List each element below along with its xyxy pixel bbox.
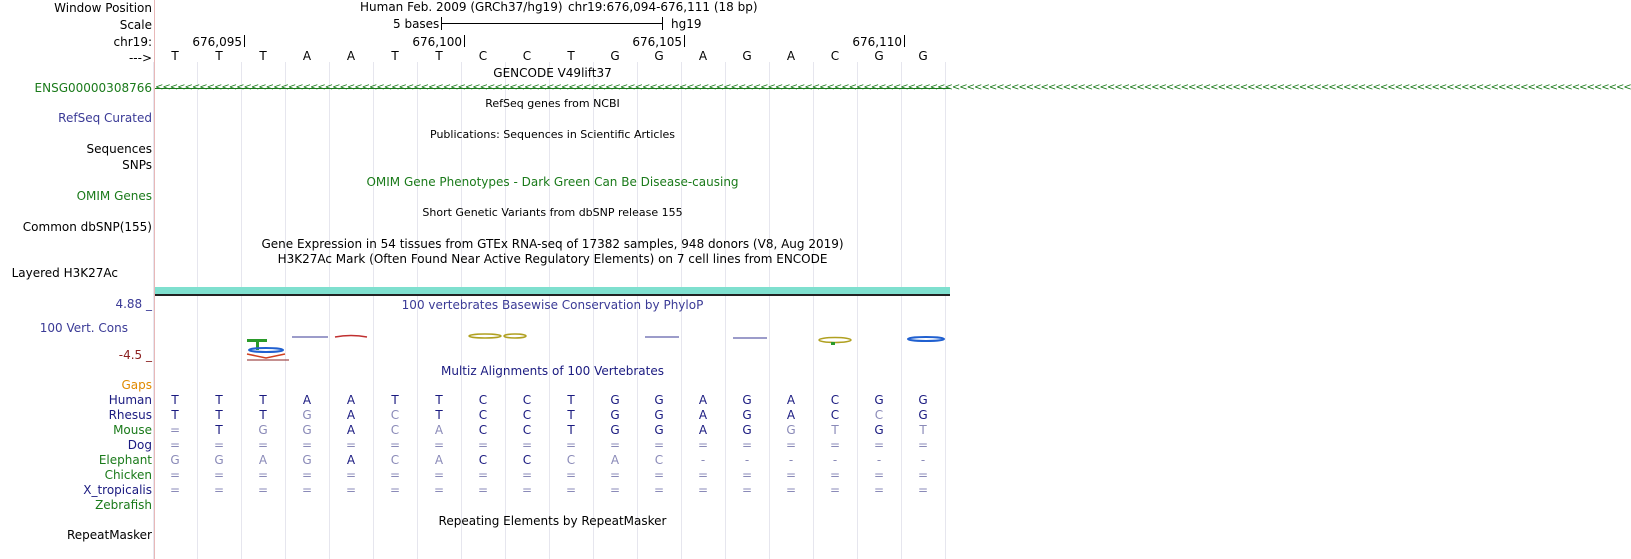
ruler-tick-label: 676,100 xyxy=(412,35,462,49)
alignment-base: = xyxy=(169,438,181,452)
scale-text: 5 bases xyxy=(393,17,440,31)
alignment-base: = xyxy=(741,468,753,482)
alignment-base: A xyxy=(434,453,444,467)
alignment-base: = xyxy=(917,438,929,452)
alignment-base: = xyxy=(565,468,577,482)
alignment-base: - xyxy=(876,453,882,467)
alignment-base: G xyxy=(170,453,180,467)
alignment-base: T xyxy=(567,393,575,407)
gencode-gene-feature[interactable] xyxy=(155,81,1631,95)
alignment-base: A xyxy=(698,423,708,437)
alignment-base: = xyxy=(345,468,357,482)
species-label: Rhesus xyxy=(108,408,152,422)
gencode-track-title: GENCODE V49lift37 xyxy=(493,66,612,80)
alignment-base: - xyxy=(744,453,750,467)
alignment-base: G xyxy=(786,423,796,437)
alignment-base: A xyxy=(698,408,708,422)
alignment-base: G xyxy=(610,408,620,422)
alignment-base: = xyxy=(433,468,445,482)
strand-chevrons: <<<<<<<<<<<<<<<<<<<<<<<<<<<<<<<<<<<<<<<<<<<<<<<<<<<<<<<<<<<<<<<<<<<<<<<<<<<<<<<<<<<<<<<<<<<<<<<<<<<<<<<<<<<<<<<<<<<<<<<<<<<<<<<<<<<<<<<<<<<<<<<<<<<<<<<<<<<<<<<<<<<<<<<<<<<<<<<<<<<<<<<<<<<<<<<<<<<<<<<< xyxy=(155,82,1631,93)
dbsnp-track-label[interactable]: Common dbSNP(155) xyxy=(22,220,152,234)
alignment-base: = xyxy=(521,483,533,497)
phylop-bar xyxy=(247,354,285,358)
alignment-base: T xyxy=(567,423,575,437)
alignment-base: = xyxy=(829,483,841,497)
alignment-base: = xyxy=(521,468,533,482)
alignment-base: - xyxy=(920,453,926,467)
alignment-base: A xyxy=(346,453,356,467)
reference-base: T xyxy=(435,49,443,63)
alignment-base: = xyxy=(301,438,313,452)
track-image-area[interactable] xyxy=(155,0,1631,559)
alignment-base: A xyxy=(258,453,268,467)
alignment-base: = xyxy=(257,438,269,452)
alignment-base: G xyxy=(742,408,752,422)
alignment-base: G xyxy=(742,423,752,437)
alignment-base: = xyxy=(741,483,753,497)
alignment-base: - xyxy=(832,453,838,467)
multiz-track-title: Multiz Alignments of 100 Vertebrates xyxy=(440,364,665,378)
reference-base: T xyxy=(567,49,575,63)
ruler-tick xyxy=(244,35,245,47)
cons-min-label: -4.5 _ xyxy=(118,348,152,362)
h3k27ac-signal xyxy=(155,287,950,294)
reference-base: G xyxy=(742,49,752,63)
alignment-base: = xyxy=(433,483,445,497)
assembly-title: Human Feb. 2009 (GRCh37/hg19) xyxy=(360,0,563,14)
alignment-base: C xyxy=(522,393,532,407)
species-label: Dog xyxy=(127,438,152,452)
alignment-base: A xyxy=(346,423,356,437)
h3k27ac-track-title: H3K27Ac Mark (Often Found Near Active Regulatory Elements) on 7 cell lines from ENCODE xyxy=(277,252,828,266)
alignment-base: A xyxy=(302,393,312,407)
alignment-base: = xyxy=(917,483,929,497)
gtex-track-title: Gene Expression in 54 tissues from GTEx RNA-seq of 17382 samples, 948 donors (V8, Aug 2019) xyxy=(261,237,844,251)
alignment-base: = xyxy=(697,468,709,482)
alignment-base: A xyxy=(346,393,356,407)
alignment-base: = xyxy=(785,438,797,452)
alignment-base: = xyxy=(213,438,225,452)
ruler-tick xyxy=(684,35,685,47)
phylop-bar xyxy=(469,334,501,338)
alignment-base: = xyxy=(697,483,709,497)
reference-base: T xyxy=(391,49,399,63)
alignment-base: T xyxy=(435,393,443,407)
scale-bar xyxy=(441,17,663,30)
chrom-label: chr19: xyxy=(113,35,152,49)
alignment-base: = xyxy=(609,468,621,482)
alignment-base: G xyxy=(302,453,312,467)
refseq-track-title: RefSeq genes from NCBI xyxy=(485,97,620,110)
alignment-base: = xyxy=(873,438,885,452)
alignment-base: C xyxy=(478,423,488,437)
alignment-base: = xyxy=(169,483,181,497)
alignment-base: = xyxy=(653,468,665,482)
species-label: Chicken xyxy=(104,468,152,482)
alignment-base: = xyxy=(609,483,621,497)
alignment-base: = xyxy=(389,468,401,482)
alignment-base: = xyxy=(213,483,225,497)
ruler-tick xyxy=(904,35,905,47)
alignment-base: G xyxy=(302,423,312,437)
alignment-base: = xyxy=(301,483,313,497)
alignment-base: G xyxy=(654,423,664,437)
reference-base: G xyxy=(654,49,664,63)
alignment-base: = xyxy=(565,483,577,497)
alignment-base: A xyxy=(346,408,356,422)
alignment-base: - xyxy=(788,453,794,467)
phylop-bar xyxy=(247,339,267,342)
alignment-base: C xyxy=(478,408,488,422)
alignment-base: = xyxy=(477,438,489,452)
alignment-base: - xyxy=(700,453,706,467)
alignment-base: A xyxy=(434,423,444,437)
reference-base: A xyxy=(698,49,708,63)
reference-base: A xyxy=(346,49,356,63)
ruler-tick-label: 676,105 xyxy=(632,35,682,49)
window-position-label: Window Position xyxy=(54,1,152,15)
alignment-base: T xyxy=(215,423,223,437)
alignment-base: = xyxy=(521,438,533,452)
alignment-base: = xyxy=(785,483,797,497)
alignment-base: = xyxy=(873,468,885,482)
alignment-base: G xyxy=(610,423,620,437)
grid-line xyxy=(153,62,154,559)
phylop-bar xyxy=(249,348,283,352)
alignment-base: G xyxy=(610,393,620,407)
alignment-base: = xyxy=(653,438,665,452)
alignment-base: G xyxy=(654,393,664,407)
track-label-column xyxy=(0,0,155,559)
alignment-base: T xyxy=(259,393,267,407)
alignment-base: = xyxy=(697,438,709,452)
phylop-signal xyxy=(155,326,950,366)
h3k27ac-track-label[interactable]: Layered H3K27Ac xyxy=(11,266,118,280)
alignment-base: C xyxy=(390,408,400,422)
species-label: Zebrafish xyxy=(95,498,152,512)
alignment-base: A xyxy=(698,393,708,407)
alignment-base: = xyxy=(609,438,621,452)
reference-base: A xyxy=(786,49,796,63)
publications-track-title: Publications: Sequences in Scientific Articles xyxy=(430,128,675,141)
alignment-base: T xyxy=(919,423,927,437)
strand-arrow-label: ---> xyxy=(128,51,152,65)
alignment-base: T xyxy=(391,393,399,407)
alignment-base: C xyxy=(478,453,488,467)
species-label: Mouse xyxy=(113,423,152,437)
alignment-base: = xyxy=(345,483,357,497)
alignment-base: G xyxy=(918,393,928,407)
alignment-base: C xyxy=(566,453,576,467)
alignment-base: G xyxy=(874,393,884,407)
reference-base: C xyxy=(478,49,488,63)
repeatmasker-track-label[interactable]: RepeatMasker xyxy=(66,528,152,542)
alignment-base: T xyxy=(171,393,179,407)
alignment-base: = xyxy=(301,468,313,482)
phylop-track-title: 100 vertebrates Basewise Conservation by PhyloP xyxy=(401,298,704,312)
alignment-base: G xyxy=(742,393,752,407)
alignment-base: A xyxy=(786,408,796,422)
species-label: Elephant xyxy=(98,453,152,467)
omim-track-label[interactable]: OMIM Genes xyxy=(76,189,152,203)
alignment-base: = xyxy=(829,438,841,452)
alignment-base: C xyxy=(522,453,532,467)
alignment-base: G xyxy=(654,408,664,422)
alignment-base: C xyxy=(654,453,664,467)
reference-base: C xyxy=(830,49,840,63)
alignment-base: T xyxy=(215,393,223,407)
alignment-base: = xyxy=(565,438,577,452)
omim-track-title: OMIM Gene Phenotypes - Dark Green Can Be Disease-causing xyxy=(366,175,739,189)
alignment-base: C xyxy=(874,408,884,422)
alignment-base: = xyxy=(169,423,181,437)
cons-track-label[interactable]: 100 Vert. Cons xyxy=(39,321,128,335)
h3k27ac-baseline xyxy=(155,294,950,296)
alignment-base: = xyxy=(389,483,401,497)
alignment-base: C xyxy=(522,408,532,422)
reference-base: A xyxy=(302,49,312,63)
alignment-base: = xyxy=(257,468,269,482)
alignment-base: C xyxy=(522,423,532,437)
alignment-base: A xyxy=(786,393,796,407)
alignment-base: T xyxy=(435,408,443,422)
reference-base: T xyxy=(171,49,179,63)
scale-db: hg19 xyxy=(671,17,702,31)
alignment-base: T xyxy=(259,408,267,422)
window-position-value: chr19:676,094-676,111 (18 bp) xyxy=(568,0,758,14)
alignment-base: = xyxy=(169,468,181,482)
cons-max-label: 4.88 _ xyxy=(115,297,152,311)
snps-track-label[interactable]: SNPs xyxy=(122,158,152,172)
dbsnp-track-title: Short Genetic Variants from dbSNP release 155 xyxy=(422,206,683,219)
alignment-base: = xyxy=(213,468,225,482)
alignment-base: C xyxy=(478,393,488,407)
alignment-base: G xyxy=(214,453,224,467)
species-label: X_tropicalis xyxy=(83,483,152,497)
alignment-base: = xyxy=(785,468,797,482)
alignment-base: = xyxy=(433,438,445,452)
alignment-base: A xyxy=(610,453,620,467)
gencode-gene-label[interactable]: ENSG00000308766 xyxy=(34,81,152,95)
ruler-tick-label: 676,110 xyxy=(852,35,902,49)
species-label: Human xyxy=(108,393,152,407)
reference-base: G xyxy=(918,49,928,63)
alignment-base: G xyxy=(258,423,268,437)
alignment-base: T xyxy=(215,408,223,422)
alignment-base: = xyxy=(345,438,357,452)
alignment-base: C xyxy=(390,423,400,437)
refseq-track-label[interactable]: RefSeq Curated xyxy=(58,111,152,125)
alignment-base: T xyxy=(831,423,839,437)
alignment-base: = xyxy=(873,483,885,497)
alignment-base: G xyxy=(874,423,884,437)
alignment-base: = xyxy=(477,468,489,482)
alignment-base: = xyxy=(741,438,753,452)
phylop-bar xyxy=(504,334,526,338)
sequences-track-label[interactable]: Sequences xyxy=(86,142,152,156)
reference-base: G xyxy=(610,49,620,63)
alignment-base: G xyxy=(918,408,928,422)
reference-base: T xyxy=(215,49,223,63)
alignment-base: C xyxy=(390,453,400,467)
reference-base: G xyxy=(874,49,884,63)
alignment-base: = xyxy=(257,483,269,497)
alignment-base: = xyxy=(829,468,841,482)
phylop-bar xyxy=(819,338,851,343)
alignment-base: = xyxy=(477,483,489,497)
phylop-bar xyxy=(831,342,835,345)
alignment-base: T xyxy=(171,408,179,422)
repeatmasker-track-title: Repeating Elements by RepeatMasker xyxy=(438,514,667,528)
alignment-base: = xyxy=(389,438,401,452)
phylop-bar xyxy=(908,337,944,341)
ruler-tick-label: 676,095 xyxy=(192,35,242,49)
alignment-base: C xyxy=(830,408,840,422)
reference-base: T xyxy=(259,49,267,63)
reference-base: C xyxy=(522,49,532,63)
scale-label: Scale xyxy=(119,18,152,32)
alignment-base: = xyxy=(917,468,929,482)
alignment-base: = xyxy=(653,483,665,497)
phylop-bar xyxy=(335,336,367,338)
alignment-base: T xyxy=(567,408,575,422)
gaps-label: Gaps xyxy=(121,378,152,392)
alignment-base: C xyxy=(830,393,840,407)
ruler-tick xyxy=(464,35,465,47)
alignment-base: G xyxy=(302,408,312,422)
